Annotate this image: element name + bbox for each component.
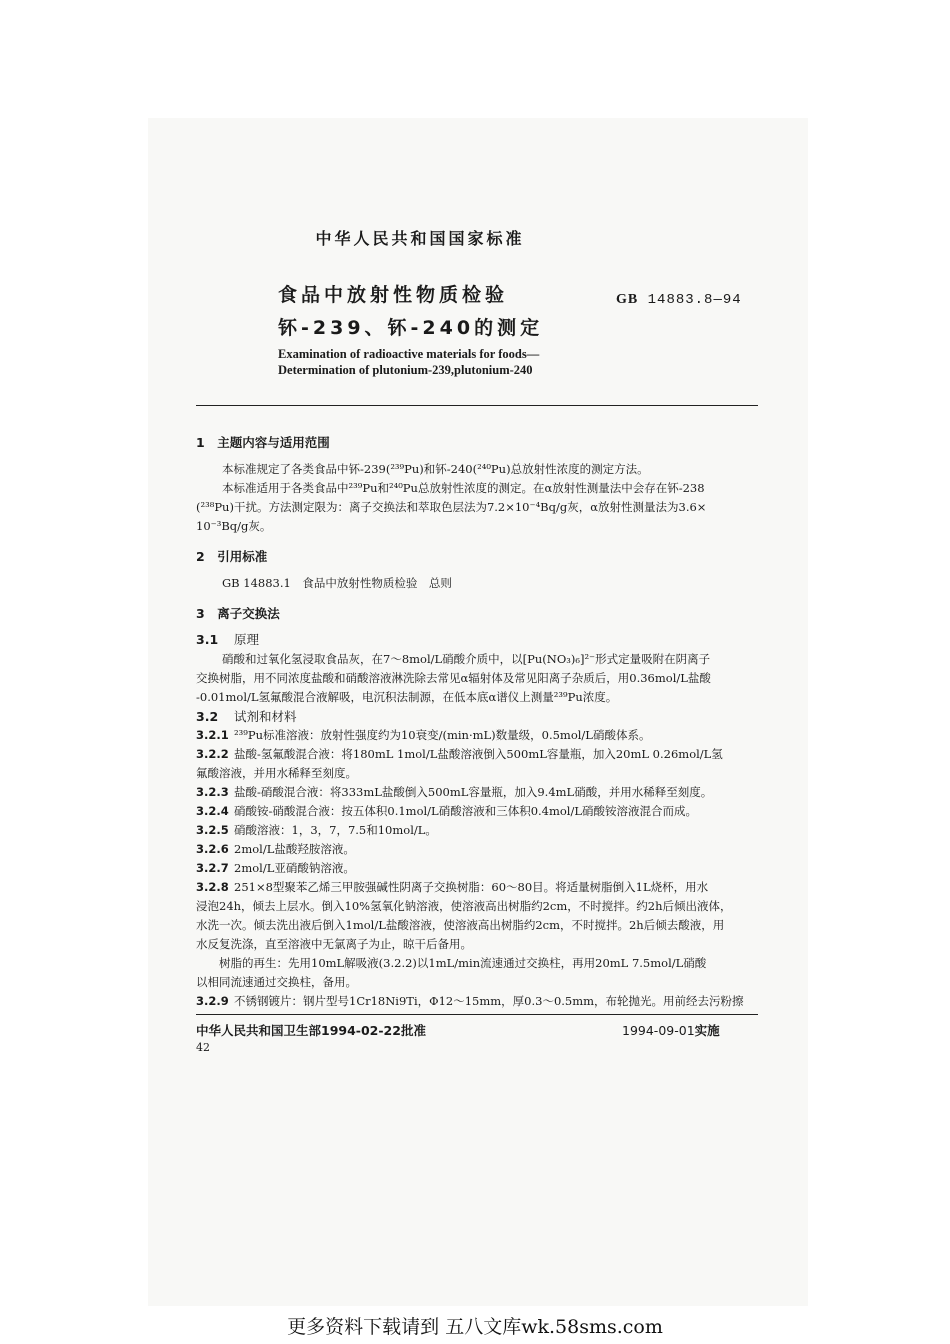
section-2-heading: 2 引用标准 [196,549,268,564]
section-1-paragraph-2-line3: 10⁻³Bq/g灰。 [196,519,272,533]
standard-code: 14883.8—94 [647,292,742,308]
reagent-item-continuation: 水洗一次。倾去洗出液后倒入1mol/L盐酸溶液，使溶液高出树脂约2cm，不时搅拌。2h后倾去酸液，用 [196,918,725,932]
reagent-item-continuation: 浸泡24h，倾去上层水。倒入10%氢氧化钠溶液，使溶液高出树脂约2cm，不时搅拌。约2h后倾出液体， [196,899,732,913]
reagent-item-continuation: 以相同流速通过交换柱，备用。 [196,975,357,989]
subsection-title: 试剂和材料 [234,709,297,724]
item-text: 硝酸溶液：1，3，7，7.5和10mol/L。 [234,823,437,837]
item-number: 3.2.4 [196,804,229,818]
header-divider [196,405,758,406]
item-number: 3.2.9 [196,994,229,1008]
item-text: 251×8型聚苯乙烯三甲胺强碱性阴离子交换树脂：60～80目。将适量树脂倒入1L烧杯，用水 [234,880,709,894]
implementation-date [622,1021,720,1039]
implementation-date-value: 1994-09-01 [622,1023,695,1038]
item-number: 3.2.3 [196,785,229,799]
referenced-standard: GB 14883.1 食品中放射性物质检验 总则 [222,576,452,590]
item-text: 盐酸-硝酸混合液：将333mL盐酸倒入500mL容量瓶，加入9.4mL硝酸，并用水稀释至刻度。 [234,785,713,799]
item-number: 3.2.1 [196,728,229,742]
item-number: 3.2.2 [196,747,229,761]
footer-divider [196,1014,758,1015]
item-text: 不锈钢镀片：钢片型号1Cr18Ni9Ti，Φ12～15mm，厚0.3～0.5mm，布轮抛光。用前经去污粉擦 [234,994,744,1008]
reagent-item [196,802,697,821]
implementation-label: 实施 [694,1023,720,1038]
item-text: 2mol/L盐酸羟胺溶液。 [234,842,355,856]
english-title-line2: Determination of plutonium-239,plutonium-240 [278,363,533,377]
subsection-number: 3.2 [196,709,219,724]
item-number: 3.2.8 [196,880,229,894]
section-1-paragraph-2-line1: 本标准适用于各类食品中²³⁹Pu和²⁴⁰Pu总放射性浓度的测定。在α放射性测量法中会存在钚-238 [222,481,705,495]
page-number: 42 [196,1041,210,1054]
reagent-item [196,745,723,764]
national-standard-heading: 中华人民共和国国家标准 [315,229,525,248]
item-text: ²³⁹Pu标准溶液：放射性强度约为10衰变/(min·mL)数量级，0.5mol/L硝酸体系。 [234,728,651,742]
reagent-item-continuation: 氟酸溶液，并用水稀释至刻度。 [196,766,357,780]
subsection-3-2-heading [196,707,297,725]
subsection-title: 原理 [234,632,260,647]
reagent-item [196,878,708,897]
reagent-item [196,726,650,745]
item-text: 2mol/L亚硝酸钠溶液。 [234,861,355,875]
item-number: 3.2.7 [196,861,229,875]
reagent-item [196,821,437,840]
reagent-item [196,992,744,1011]
document-title-line1: 食品中放射性物质检验 [278,284,509,306]
section-3-heading: 3 离子交换法 [196,606,280,621]
english-title-line1: Examination of radioactive materials for foods— [278,347,540,361]
reagent-item [196,840,355,859]
download-watermark: 更多资料下载请到 五八文库wk.58sms.com [287,1316,663,1338]
standard-number [616,292,742,308]
item-text: 硝酸铵-硝酸混合液：按五体积0.1mol/L硝酸溶液和三体积0.4mol/L硝酸铵溶液混合而成。 [234,804,697,818]
item-number: 3.2.6 [196,842,229,856]
standard-prefix: GB [616,292,639,307]
item-number: 3.2.5 [196,823,229,837]
reagent-item-continuation: 水反复洗涤，直至溶液中无氯离子为止，晾干后备用。 [196,937,472,951]
principle-line3: -0.01mol/L氢氟酸混合液解吸，电沉积法制源，在低本底α谱仪上测量²³⁹Pu浓度。 [196,690,618,704]
section-1-paragraph-2-line2: (²³⁸Pu)干扰。方法测定限为：离子交换法和萃取色层法为7.2×10⁻⁴Bq/g灰，α放射性测量法为3.6× [196,500,707,514]
principle-line2: 交换树脂，用不同浓度盐酸和硝酸溶液淋洗除去常见α辐射体及常见阳离子杂质后，用0.36mol/L盐酸 [196,671,711,685]
section-1-paragraph-1: 本标准规定了各类食品中钚-239(²³⁹Pu)和钚-240(²⁴⁰Pu)总放射性浓度的测定方法。 [222,462,649,476]
approval-statement: 中华人民共和国卫生部1994-02-22批准 [196,1023,426,1038]
reagent-item [196,859,355,878]
subsection-number: 3.1 [196,632,219,647]
item-text: 盐酸-氢氟酸混合液：将180mL 1mol/L盐酸溶液倒入500mL容量瓶，加入20mL 0.26mol/L氢 [234,747,723,761]
reagent-item-continuation: 树脂的再生：先用10mL解吸液(3.2.2)以1mL/min流速通过交换柱，再用20mL 7.5mol/L硝酸 [196,956,707,970]
section-1-heading: 1 主题内容与适用范围 [196,435,330,450]
document-title-line2: 钚-239、钚-240的测定 [278,317,544,339]
reagent-item [196,783,712,802]
principle-line1: 硝酸和过氧化氢浸取食品灰，在7～8mol/L硝酸介质中，以[Pu(NO₃)₆]²⁻形式定量吸附在阴离子 [222,652,711,666]
subsection-3-1-heading [196,630,259,648]
